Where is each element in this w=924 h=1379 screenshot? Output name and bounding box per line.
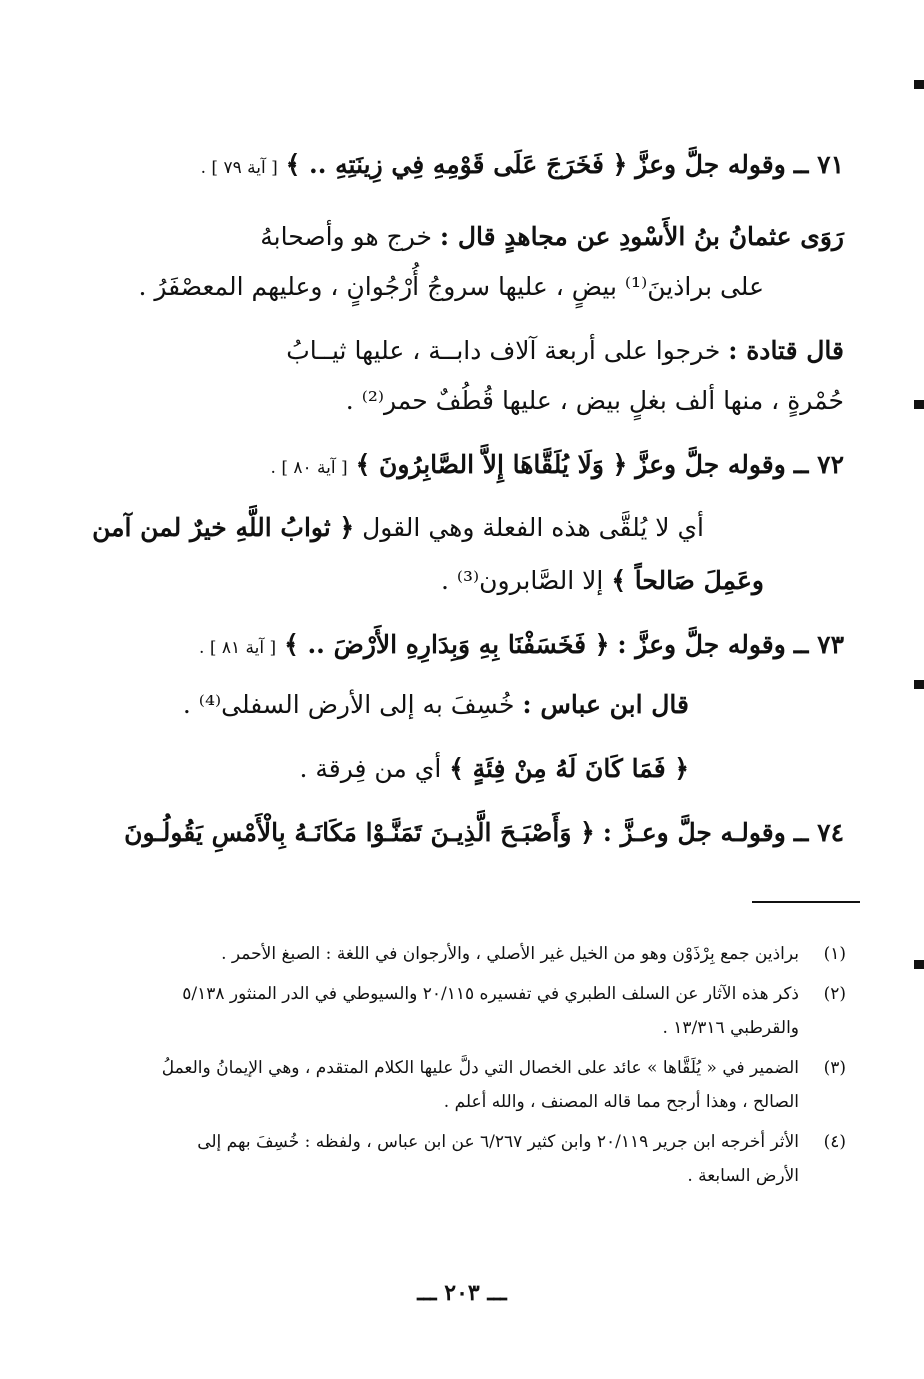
paragraph-line	[260, 222, 844, 251]
quran-verse: ﴿ وَأَصْبَـحَ الَّذِيـنَ تَمَنَّـوْا مَكَانَـهُ بِالْأَمْسِ يَقُولُـونَ	[124, 818, 595, 847]
narrator: رَوَى عثمانُ بنُ الأَسْودِ عن مجاهدٍ قال :	[439, 222, 844, 251]
paragraph-line	[286, 336, 844, 365]
entry-number: ٧٣ ــ	[793, 630, 844, 659]
paragraph-line	[346, 386, 844, 415]
quran-verse: ﴿ فَمَا كَانَ لَهُ مِنْ فِئَةٍ ﴾	[449, 754, 689, 783]
entry-73-heading	[199, 630, 844, 659]
paragraph-text: أي لا يُلقَّى هذه الفعلة وهي القول	[362, 513, 704, 542]
narrator: قال قتادة :	[728, 336, 844, 365]
scan-edge-mark	[914, 80, 924, 89]
paragraph-text: خرج هو وأصحابهُ	[260, 222, 432, 251]
verse-reference: [ آية ٨١ ] .	[199, 638, 277, 658]
verse-reference: [ آية ٨٠ ] .	[270, 458, 348, 478]
footnote-separator	[752, 901, 860, 903]
entry-number: ٧١ ــ	[793, 150, 844, 179]
footnote-text: الصالح ، وهذا أرجح مما قاله المصنف ، والله أعلم .	[443, 1092, 799, 1112]
entry-lead: وقوله جلَّ وعزَّ :	[617, 630, 786, 659]
paragraph-text: أي من فِرقة .	[299, 754, 442, 783]
scan-edge-mark	[914, 680, 924, 689]
paragraph-text: حُمْرةٍ ، منها ألف بغلٍ بيض ، عليها قُطُفٌ حمر⁽²⁾ .	[345, 386, 844, 415]
entry-72-heading	[271, 450, 844, 479]
footnote-text: الضمير في « يُلَقَّاها » عائد على الخصال التي دلَّ عليها الكلام المتقدم ، وهي الإيمانُ والعملُ	[161, 1058, 799, 1078]
paragraph-text: على براذينَ⁽¹⁾ بيضٍ ، عليها سروجُ أُرْجُوانٍ ، وعليهم المعصْفَرُ .	[138, 272, 764, 301]
entry-lead: وقولـه جلَّ وعـزَّ :	[602, 818, 786, 847]
verse-reference: [ آية ٧٩ ] .	[200, 158, 278, 178]
paragraph-text: خرجوا على أربعة آلاف دابــة ، عليها ثيــابُ	[286, 336, 721, 365]
footnote-text: براذين جمع بِرْذَوْن وهو من الخيل غير الأصلي ، والأرجوان في اللغة : الصبغ الأحمر .	[221, 944, 799, 964]
footnote-number: (٢)	[823, 984, 846, 1004]
footnote-number: (٤)	[823, 1132, 846, 1152]
footnote-text: الأثر أخرجه ابن جرير ٢٠/١١٩ وابن كثير ٦/٢٦٧ عن ابن عباس ، ولفظه : خُسِفَ بهم إلى	[197, 1132, 799, 1152]
scan-edge-mark	[914, 400, 924, 409]
quran-verse: ﴿ ثوابُ اللَّهِ خيرٌ لمن آمن	[92, 513, 355, 542]
quran-verse: ﴿ فَخَسَفْنَا بِهِ وَبِدَارِهِ الأَرْضَ .. ﴾	[284, 630, 610, 659]
entry-lead: وقوله جلَّ وعزَّ	[635, 450, 786, 479]
paragraph-line	[138, 272, 764, 301]
paragraph-text: إلا الصَّابرون⁽³⁾ .	[440, 566, 604, 595]
footnote-text: والقرطبي ١٣/٣١٦ .	[662, 1018, 799, 1038]
footnote-text: ذكر هذه الآثار عن السلف الطبري في تفسيره ٢٠/١١٥ والسيوطي في الدر المنثور ٥/١٣٨	[182, 984, 799, 1004]
narrator: قال ابن عباس :	[522, 690, 689, 719]
footnote-text: الأرض السابعة .	[687, 1166, 799, 1186]
entry-number: ٧٤ ــ	[793, 818, 844, 847]
entry-74-heading	[124, 818, 844, 847]
quran-verse: ﴿ وَلَا يُلَقَّاهَا إِلاَّ الصَّابِرُونَ ﴾	[355, 450, 628, 479]
entry-lead: وقوله جلَّ وعزَّ	[635, 150, 786, 179]
paragraph-line	[299, 754, 689, 783]
scan-edge-mark	[914, 960, 924, 969]
footnote-number: (٣)	[823, 1058, 846, 1078]
quran-verse: ﴿ فَخَرَجَ عَلَى قَوْمِهِ فِي زِينَتِهِ .. ﴾	[285, 150, 628, 179]
entry-number: ٧٢ ــ	[793, 450, 844, 479]
paragraph-line	[183, 690, 689, 719]
paragraph-text: خُسِفَ به إلى الأرض السفلى⁽⁴⁾ .	[182, 690, 515, 719]
quran-verse: وعَمِلَ صَالحاً ﴾	[611, 566, 764, 595]
page-number: ـــ ٢٠٣ ـــ	[417, 1280, 507, 1306]
entry-71-heading	[201, 150, 844, 179]
paragraph-line	[441, 566, 764, 595]
footnote-number: (١)	[823, 944, 846, 964]
paragraph-line	[92, 513, 704, 542]
